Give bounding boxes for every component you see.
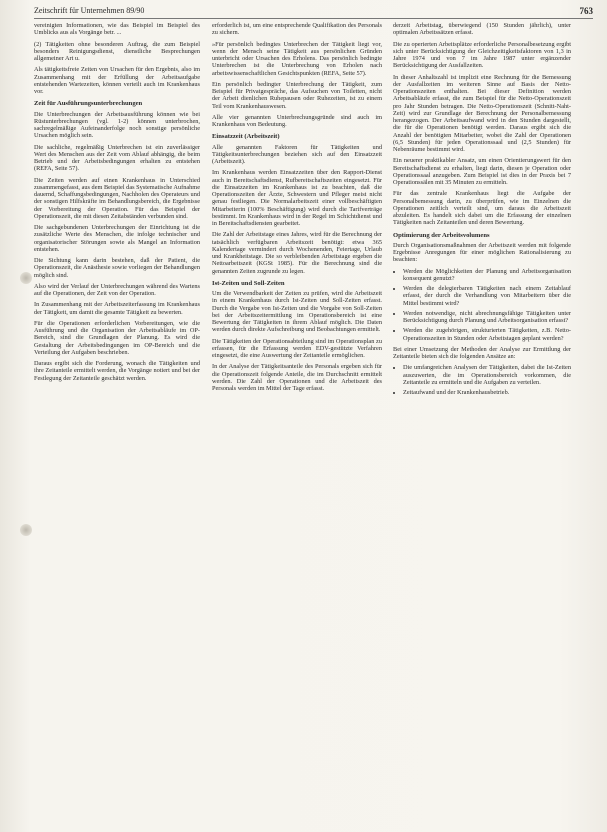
paragraph: Daraus ergibt sich die Forderung, wonach die Tätigkeiten und ihre Zeitanteile ermittelt werden, die Vorgänge notiert und bei der Festlegung der Zeitanteile geschätzt werden.	[34, 360, 200, 382]
section-heading: Zeit für Ausführungsunterbrechungen	[34, 100, 143, 108]
column-left	[34, 22, 200, 824]
paragraph: (2) Tätigkeiten ohne besonderen Auftrag, die zum Beispiel besonders Reinigungsdienst, dienstliche Besprechungen allgemeiner Art u.	[34, 40, 200, 62]
section-heading: Ist-Zeiten und Soll-Zeiten	[212, 279, 285, 287]
paragraph: erforderlich ist, um eine entsprechende Qualifikation des Personals zu sichern.	[212, 22, 382, 37]
paragraph: Die zu operierten Arbeitsplätze erforderliche Personalbesetzung ergibt sich unter Berücksichtigung der Gleichzeitigkeitsfaktoren von 1,3 in Jahre 1974 und von 7 im Jahre 1987 unter ergänzender Berücksichtigung der Ausfallzeiten.	[393, 40, 571, 70]
paragraph: Die Tätigkeiten der Operationsabteilung sind im Operationsplan zu erfassen, für die Erfassung werden EDV-gestützte Verfahren eingesetzt, die eine Auswertung der Zeitanteile ermöglichen.	[212, 337, 382, 359]
paragraph: In Zusammenhang mit der Arbeitszeiterfassung im Krankenhaus der Tätigkeit, um damit die gesamte Tätigkeit zu bewerten.	[34, 301, 200, 316]
list-item: • Die umfangreichen Analysen der Tätigkeiten, dabei die Ist-Zeiten auszuwerten, die im Operationsbereich vorkommen, die Zeitanteile zu ermitteln und die Aufgaben zu verteilen.	[403, 364, 571, 386]
punch-hole	[20, 272, 32, 284]
paragraph: Die Zahl der Arbeitstage eines Jahres, wird für die Berechnung der tatsächlich verfügbaren Arbeitszeit benötigt: etwa 365 Kalendertage vermindert durch Wochenenden, Feiertage, Urlaub und Krankheitstage. Die so verbleibenden Arbeitstage ergeben die Nettoarbeitszeit (KGSt 1985). Für die Berechnung sind die genannten Zeiten zugrunde zu legen.	[212, 231, 382, 275]
list-item: • Werden notwendige, nicht abrechnungsfähige Tätigkeiten unter Berücksichtigung durch Planung und Arbeitsorganisation erfasst?	[403, 310, 571, 325]
list-item: • Werden die Möglichkeiten der Planung und Arbeitsorganisation konsequent genutzt?	[403, 268, 571, 283]
page-number: 763	[579, 6, 593, 16]
paragraph: vereinigten Informationen, wie das Beispiel im Beispiel des Umblicks aus als Vorgänge betr. ...	[34, 22, 200, 37]
header-rule	[34, 18, 593, 19]
paragraph: Im Krankenhaus werden Einsatzzeiten über den Rapport-Dienst auch in Bereitschaftsdienst, Rufbereitschaftszeiten eingesetzt. Für die Einsatzzeiten im Krankenhaus ist zu beachten, daß die Operationszeiten der Ärzte, Schwestern und Pfleger meist nicht genau festliegen. Die Normalarbeitszeit einer vollbeschäftigten Mitarbeiterin (100% Beschäftigung) wird durch die Tarifverträge bestimmt. Im Krankenhaus wird in der Regel im Schichtdienst und in Bereitschaftsdiensten gearbeitet.	[212, 169, 382, 227]
paragraph: Die Sichtung kann darin bestehen, daß der Patient, die Operationszeit, die Anästhesie sowie vorliegen der Behandlungen möglich sind.	[34, 257, 200, 279]
punch-hole	[20, 524, 32, 536]
list-item: • Werden die zugehörigen, strukturierten Tätigkeiten, z.B. Netto-Operationszeiten in Stunden oder Arbeitstagen geplant werden?	[403, 327, 571, 342]
paragraph: Also wird der Verlauf der Unterbrechungen während des Wartens auf die Operationen, der Zeit von der Operation.	[34, 282, 200, 297]
paragraph: Durch Organisationsmaßnahmen der Arbeitszeit werden mit folgende Ergebnisse Anregungen für einer möglichen Rationalisierung zu beachten:	[393, 241, 571, 264]
paragraph: Alle vier genannten Unterbrechungsgründe sind auch im Krankenhaus von Bedeutung.	[212, 113, 382, 128]
paragraph: Die Zeiten werden auf einen Krankenhaus in Unterschied zusammengefasst, aus dem Beispiel das Systematische Aufnahme dauernd, Schaffungsbedingungen, Nachholen des Operateurs und der sonstigen Hilfskräfte im Behandlungsbereich, die Ergebnisse der Vorbereitung der Operation. Für das Beispiel der Operationszeit, die mit diesen Zeitabständen verbunden sind.	[34, 176, 200, 220]
section-heading: Einsatzzeit (Arbeitszeit)	[212, 133, 280, 141]
bullet-list	[393, 268, 571, 342]
paragraph: Als tätigkeitsfreie Zeiten von Ursachen für den Ergebnis, also im Zusammenhang mit der Erfüllung der Arbeitsaufgabe entstehenden Wartezeiten, können verteilt auch im Krankenhaus vor.	[34, 66, 200, 95]
section-heading: Optimierung der Arbeitsvolumens	[393, 231, 490, 239]
paragraph: derzeit Arbeitstag, überwiegend (150 Stunden jährlich), unter optimalen Arbeitssätzen erfasst.	[393, 22, 571, 37]
paragraph: Für die Operationen erforderlichen Vorbereitungen, wie die Ausführung und die Organisation der Arbeitsabläufe im OP-Bereich, sind die Grundlagen der Planung. Es wird die Gestaltung der Arbeitsbedingungen im OP-Bereich und die Verteilung der Aufgaben beschrieben.	[34, 319, 200, 356]
list-item: • Zeitaufwand und der Krankenhausbetrieb.	[403, 389, 571, 396]
paragraph: Die sachliche, regelmäßig Unterbrechen ist ein zuverlässiger Wert des Menschen aus der Zeit vom Ablauf abhängig, die beim Betrieb und der Arbeitsbedingungen erhalten zu entstehen (REFA, Seite 57).	[34, 143, 200, 173]
paragraph: Ein persönlich bedingter Unterbrechung der Tätigkeit, zum Beispiel für Privatgespräche, das Aufsuchen von Toiletten, nicht der Arbeit dienlichen Ruhepausen oder Ruhezeiten, ist zu einem Teil vom Krankenhauswesen.	[212, 80, 382, 110]
column-right	[393, 22, 571, 824]
bullet-list	[393, 364, 571, 396]
paragraph: In dieser Anhaltszahl ist implizit eine Rechnung für die Bemessung der Ausfallzeiten im weiteren Sinne auf Basis der Netto-Operationszeiten enthalten. Bei dieser Definition werden Arbeitsabläufe erfasst, die zum Beispiel für die Netto-Operationszeit pro Jahr Stunden betragen. Die Netto-Operationszeit (Schnitt-Naht-Zeit) wird zur Grundlage der Berechnung der Personalbemessung herangezogen. Der Arbeitsaufwand wird in den Stunden dargestellt, die für die Operationen benötigt werden. Daraus ergibt sich die Anzahl der benötigten Mitarbeiter, wobei die Zahl der Operationen (6,5 Stunden) für jeden Operationssaal und (2,5 Stunden) für Nebenräume bestimmt wird.	[393, 73, 571, 153]
list-item: • Werden die delegierbaren Tätigkeiten nach einem Zeitablauf erfasst, der durch die Verhandlung von Mitarbeitern über die Mittel bestimmt wird?	[403, 285, 571, 307]
paragraph: Die sachgebundenen Unterbrechungen der Einrichtung ist die zusätzliche Werte des Menschen, die infolge technischer und organisatorischer Störungen sowie als Mangel an Information entstehen.	[34, 224, 200, 253]
paragraph: Alle genannten Faktoren für Tätigkeiten und Tätigkeitsunterbrechungen beziehen sich auf den Einsatzzeit (Arbeitszeit).	[212, 143, 382, 165]
paragraph: Um die Verwendbarkeit der Zeiten zu prüfen, wird die Arbeitszeit in einem Krankenhaus durch Ist-Zeiten und Soll-Zeiten erfasst. Durch die Vergabe von Ist-Zeiten und die Vorgabe von Soll-Zeiten bei der Arbeitszeitermittlung im Operationsbereich ist eine Bewertung der Tätigkeiten in ihrem Ablauf möglich. Die Daten werden durch direkte Aufschreibung und Beobachtungen ermittelt.	[212, 290, 382, 334]
paragraph: Für das zentrale Krankenhaus liegt die Aufgabe der Personalbemessung darin, zu überprüfen, wie im Einzelnen die Operationen zeitlich verteilt sind, um daraus die Arbeitszeit abzuleiten. Es handelt sich dabei um die Erfassung der einzelnen Tätigkeiten nach Zeitanteilen und deren Bewertung.	[393, 190, 571, 227]
paragraph: »Für persönlich bedingtes Unterbrechen der Tätigkeit liegt vor, wenn der Mensch seine Tätigkeit aus persönlichen Gründen unterbricht oder Ursachen des Erholens. Das persönlich bedingte Unterbrechen ist die Unterbrechung von Erholen nach arbeitswissenschaftlichen Gesichtspunkten (REFA, Seite 57).	[212, 40, 382, 77]
column-middle	[212, 22, 382, 824]
journal-title: Zeitschrift für Unternehmen 89/90	[34, 6, 145, 15]
paragraph: Ein neuerer praktikabler Ansatz, um einen Orientierungswert für den Bereitschaftsdienst zu erhalten, liegt darin, diesen je Operation oder Operationssaal anzugeben. Zum Beispiel ist dies in der Praxis bei 7 Operationssälen mit 35 Minuten zu ermitteln.	[393, 157, 571, 186]
running-header	[34, 6, 593, 18]
paragraph: In der Analyse der Tätigkeitsanteile des Personals ergeben sich für die Operationszeit folgende Anteile, die im Durchschnitt ermittelt werden. Die Zahl der Operationen und die Arbeitszeit des Personals werden im Mittel der Tage erfasst.	[212, 363, 382, 392]
paragraph: Bei einer Umsetzung der Methoden der Analyse zur Ermittlung der Zeitanteile bieten sich die folgenden Ansätze an:	[393, 345, 571, 360]
paragraph: Die Unterbrechungen der Arbeitsausführung können wie bei Rüstunterbrechungen (vgl. 1-2) können unterbrochen, sachregelmäßige Aufeinanderfolge noch sonstige persönliche Ursachen möglich sein.	[34, 110, 200, 140]
